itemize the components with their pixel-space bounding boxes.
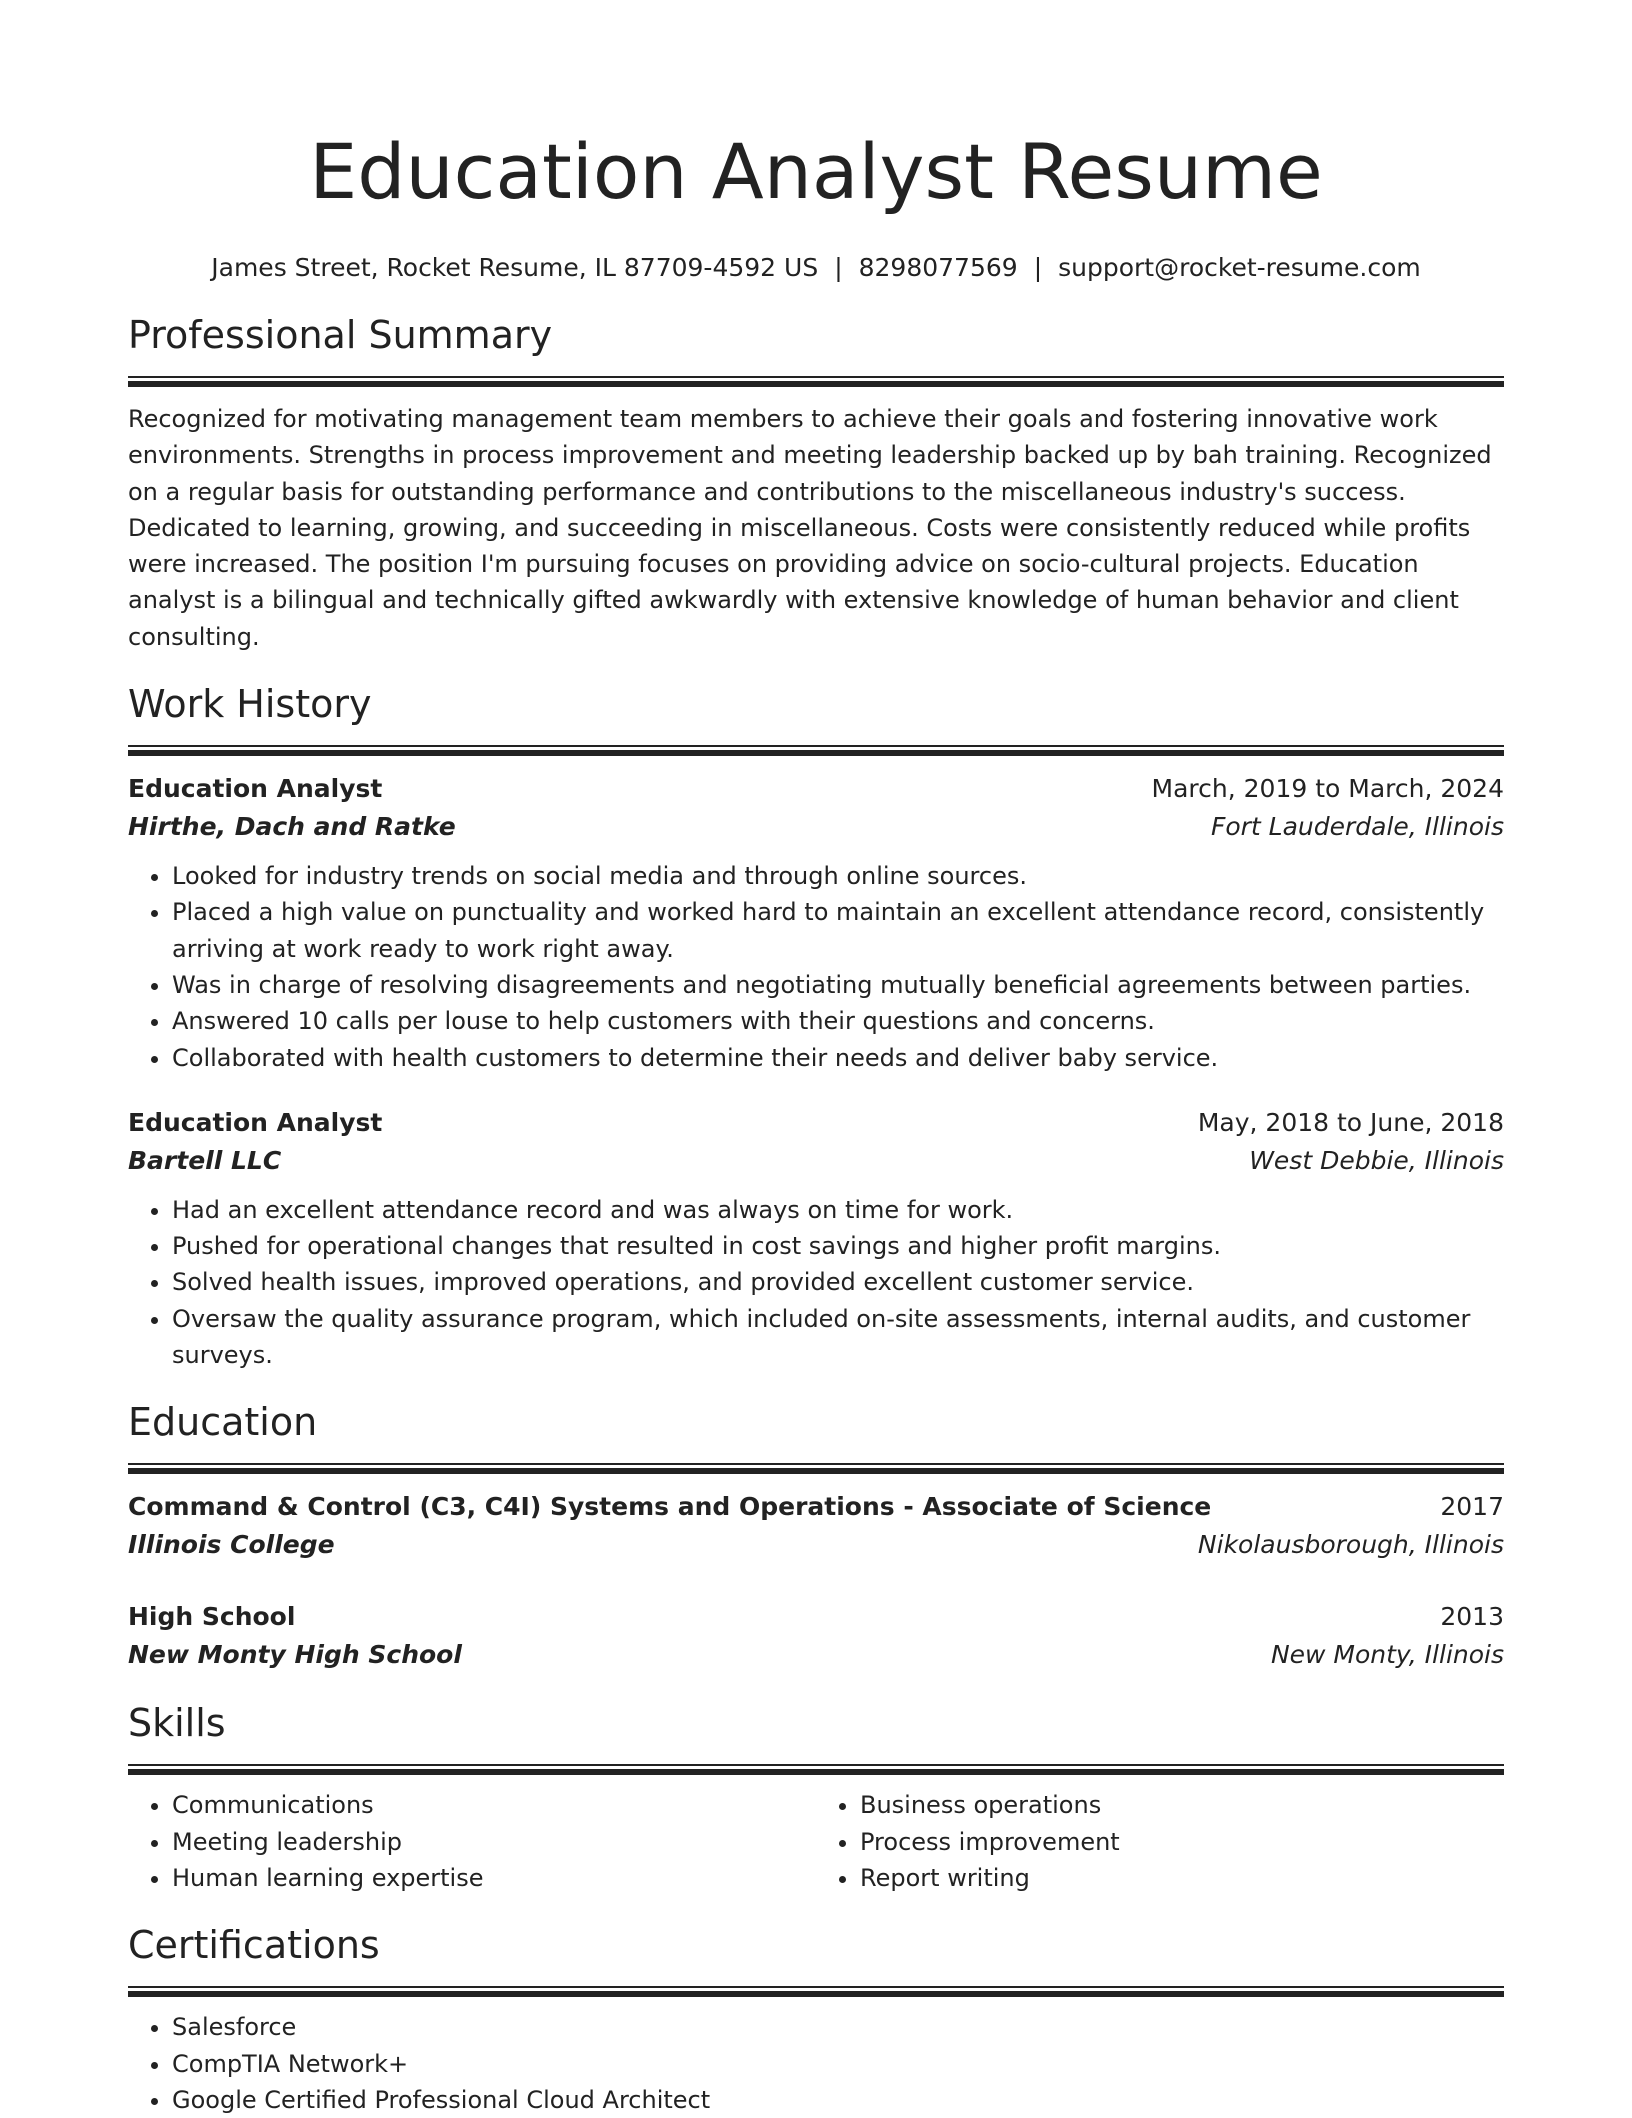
section-divider [128,1986,1504,1997]
list-item: • Oversaw the quality assurance program, which included on-site assessments, internal audits, and customer surveys. [172,1301,1504,1374]
job-company-row [128,808,1504,846]
education-entry [128,1488,1504,1564]
list-item: • Human learning expertise [172,1860,816,1896]
list-item: • Salesforce [172,2009,1504,2045]
section-heading: Professional Summary [128,313,553,357]
contact-line [128,250,1504,286]
list-item: • Solved health issues, improved operations, and provided excellent customer service. [172,1264,1504,1300]
job-company: Bartell LLC [128,1145,282,1175]
certifications-list [128,2009,1504,2118]
list-item: • Process improvement [860,1824,1504,1860]
list-item: • Report writing [860,1860,1504,1896]
skills-section [128,1698,1504,1896]
job-header-row [128,770,1504,808]
skills-column-right [816,1787,1504,1896]
contact-separator: | [1033,253,1043,282]
education-year: 2013 [1440,1602,1504,1632]
job-title: Education Analyst [128,1107,383,1137]
job-header-row [128,1104,1504,1142]
job-location: West Debbie, Illinois [1249,1145,1504,1175]
skills-column-left [128,1787,816,1896]
contact-separator: | [834,253,843,282]
list-item: • Pushed for operational changes that resulted in cost savings and higher profit margins. [172,1228,1504,1264]
job-bullets [128,1192,1504,1373]
education-entry [128,1598,1504,1674]
contact-phone: 8298077569 [858,253,1018,282]
skills-grid [128,1787,1504,1896]
job-entry [128,1104,1504,1373]
list-item: • Communications [172,1787,816,1823]
list-item: • Collaborated with health customers to determine their needs and deliver baby service. [172,1040,1504,1076]
section-divider [128,745,1504,756]
list-item: • CompTIA Network+ [172,2046,1504,2082]
contact-email[interactable]: support@rocket-resume.com [1058,253,1421,282]
summary-section [128,310,1504,655]
job-dates: May, 2018 to June, 2018 [1197,1107,1504,1137]
job-location: Fort Lauderdale, Illinois [1210,812,1504,842]
education-school-row [128,1636,1504,1674]
job-entry [128,770,1504,1076]
education-year: 2017 [1440,1492,1504,1522]
education-degree: High School [128,1602,296,1632]
section-divider [128,376,1504,387]
list-item: • Answered 10 calls per louse to help customers with their questions and concerns. [172,1003,1504,1039]
certifications-section [128,1920,1504,2118]
list-item: • Placed a high value on punctuality and worked hard to maintain an excellent attendance record, consistently arriving at work ready to work right away. [172,894,1504,967]
education-school-row [128,1526,1504,1564]
list-item: • Google Certified Professional Cloud Architect [172,2082,1504,2118]
job-title: Education Analyst [128,774,383,804]
education-school: Illinois College [128,1530,335,1560]
job-company: Hirthe, Dach and Ratke [128,812,456,842]
education-section [128,1397,1504,1674]
section-divider [128,1764,1504,1775]
education-location: Nikolausborough, Illinois [1197,1530,1504,1560]
section-heading: Skills [128,1701,226,1746]
section-heading: Education [128,1400,318,1445]
job-dates: March, 2019 to March, 2024 [1151,774,1504,804]
section-heading: Work History [128,682,372,727]
list-item: • Had an excellent attendance record and was always on time for work. [172,1192,1504,1228]
section-divider [128,1463,1504,1474]
resume-page [128,0,1504,2118]
list-item: • Business operations [860,1787,1504,1823]
education-header-row [128,1488,1504,1526]
education-location: New Monty, Illinois [1270,1640,1504,1670]
education-degree: Command & Control (C3, C4I) Systems and Operations - Associate of Science [128,1492,1212,1522]
list-item: • Was in charge of resolving disagreements and negotiating mutually beneficial agreements between parties. [172,967,1504,1003]
work-history-section [128,679,1504,1373]
education-header-row [128,1598,1504,1636]
list-item: • Looked for industry trends on social media and through online sources. [172,858,1504,894]
resume-title: Education Analyst Resume [309,127,1323,216]
contact-address: James Street, Rocket Resume, IL 87709-4592 US [211,253,819,282]
summary-text: Recognized for motivating management team members to achieve their goals and fostering innovative work environments. Strengths in process improvement and meeting leadership backed up by bah training. Recognized on a regular basis for outstanding performance and contributions to the miscellaneous industry's success. Dedicated to learning, growing, and succeeding in miscellaneous. Costs were consistently reduced while profits were increased. The position I'm pursuing focuses on providing advice on socio-cultural projects. Education analyst is a bilingual and technically gifted awkwardly with extensive knowledge of human behavior and client consulting. [128,405,1492,651]
section-heading: Certifications [128,1923,380,1968]
education-school: New Monty High School [128,1640,462,1670]
job-bullets [128,858,1504,1076]
list-item: • Meeting leadership [172,1824,816,1860]
job-company-row [128,1142,1504,1180]
